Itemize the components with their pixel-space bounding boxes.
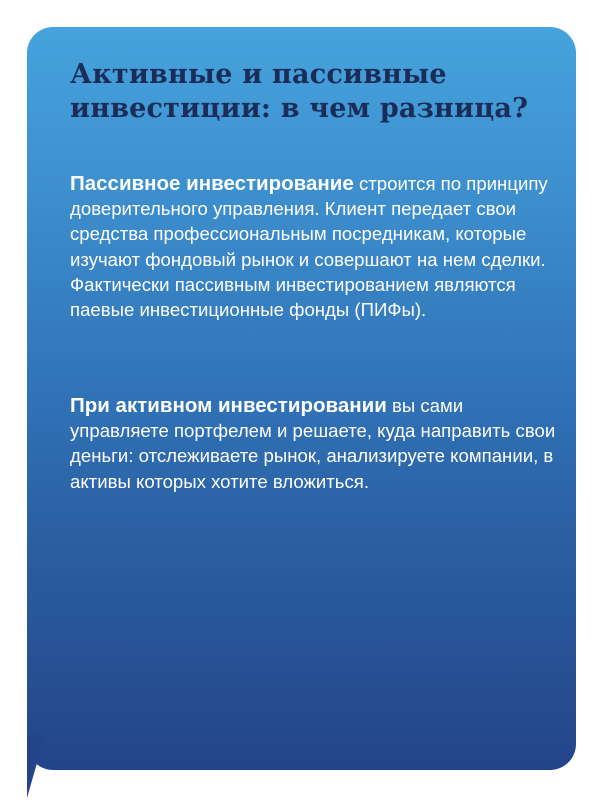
active-investing-paragraph: [70, 393, 560, 494]
card-title: Активные и пассивные инвестиции: в чем разница?: [70, 59, 529, 124]
speech-bubble-tail: [27, 735, 45, 798]
active-investing-text: вы сами управляете портфелем и решаете, куда направить свои деньги: отслеживаете рынок, анализируете компании, в активы которых хотите вложиться.: [70, 395, 556, 492]
passive-investing-paragraph: [70, 171, 560, 322]
passive-investing-text: строится по принципу доверительного управления. Клиент передает свои средства профессиональным посредникам, которые изучают фондовый рынок и совершают на нем сделки. Фактически пассивным инвестированием являются паевые инвестиционные фонды (ПИФы).: [70, 173, 548, 321]
active-investing-lead: При активном инвестировании: [70, 394, 387, 417]
passive-investing-lead: Пассивное инвестирование: [70, 172, 354, 195]
